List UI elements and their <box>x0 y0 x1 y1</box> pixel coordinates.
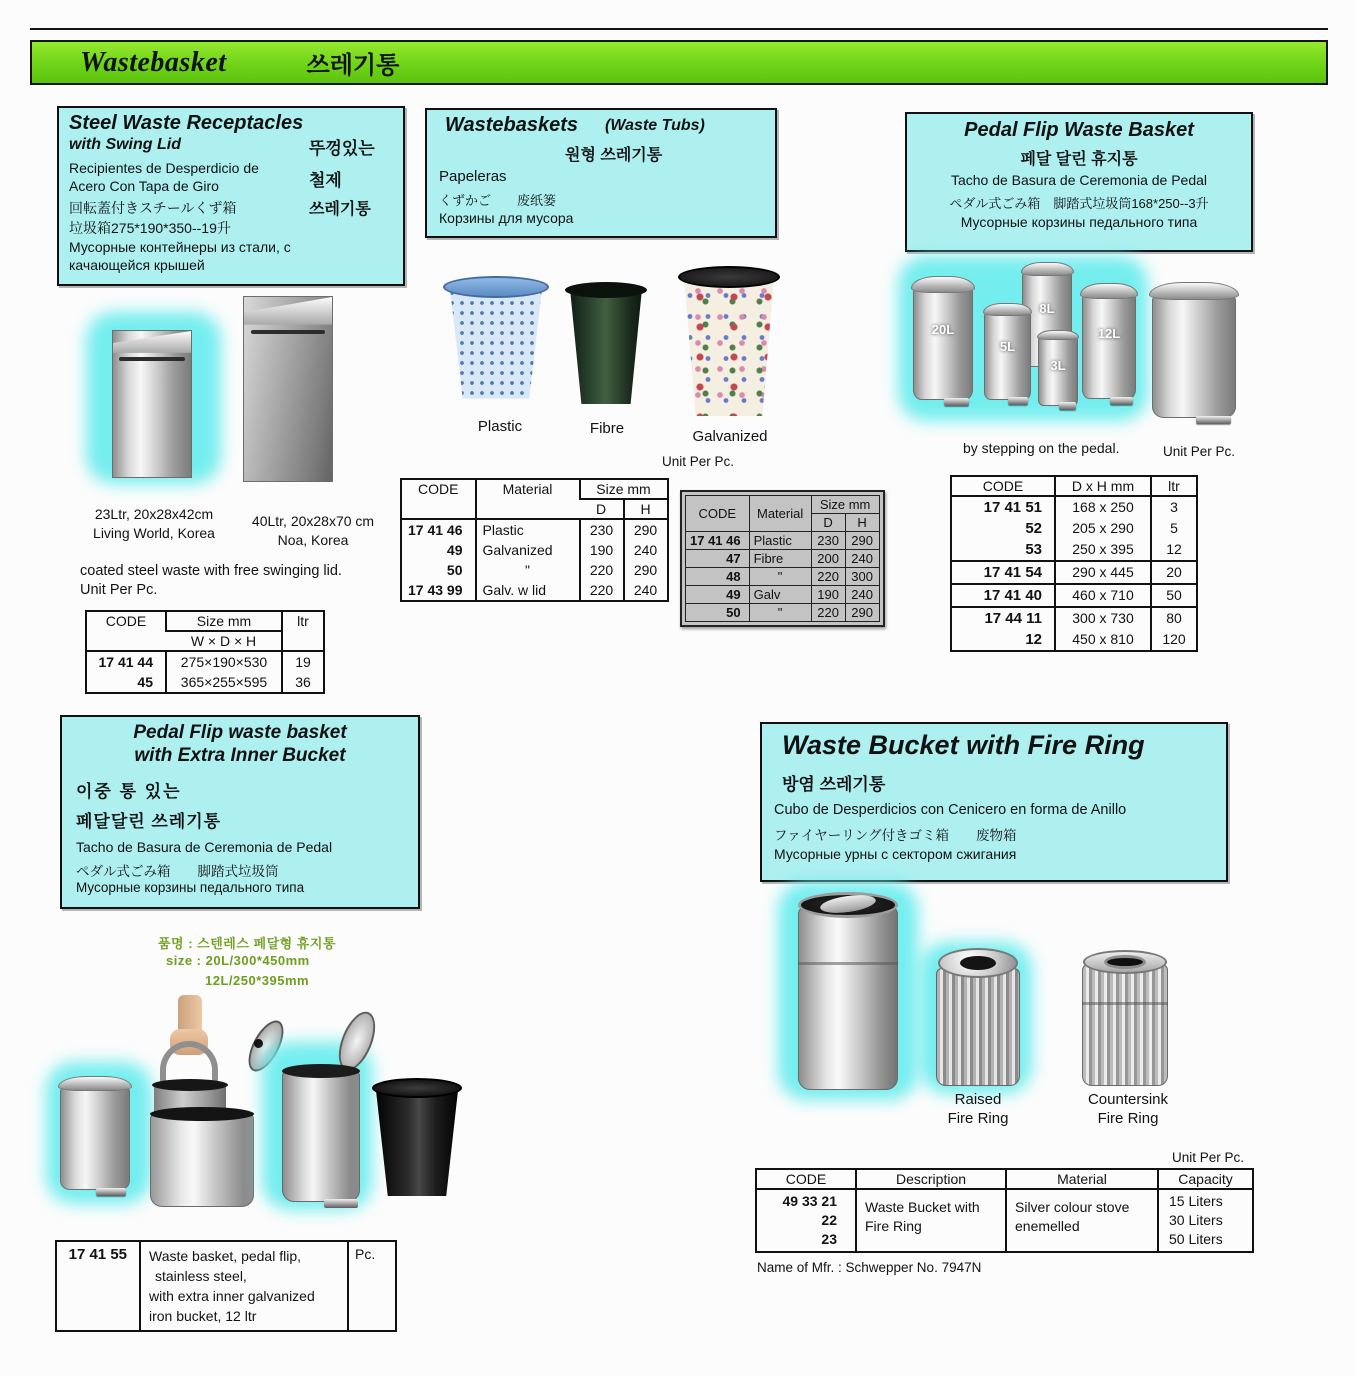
table-cell: 168 x 250 <box>1055 496 1151 518</box>
desc-line: stainless steel, <box>155 1268 247 1284</box>
label-line: Countersink <box>1087 1091 1169 1108</box>
steel-es-2: Acero Con Tapa de Giro <box>69 178 219 194</box>
table-header: D <box>811 514 845 532</box>
unit-per-pc: Unit Per Pc. <box>80 582 158 598</box>
table-cell <box>856 1189 1006 1252</box>
code-line: 23 <box>821 1231 837 1247</box>
label-fibre: Fibre <box>589 420 625 437</box>
table-cell: 220 <box>811 568 845 586</box>
steel-title: Steel Waste Receptacles <box>69 112 304 134</box>
table-cell: 50 <box>446 562 463 578</box>
note-line: coated steel waste with free swinging lid. <box>80 563 342 579</box>
table-cell: Plastic <box>476 519 580 540</box>
table-cell: 220 <box>580 560 624 580</box>
pedal-inner-title-1: Pedal Flip waste basket <box>133 722 347 743</box>
bin-pedal <box>324 1199 358 1208</box>
table-cell: 230 <box>811 532 845 550</box>
table-header: ltr <box>1151 476 1197 496</box>
pedal-table <box>950 475 1198 652</box>
swing-lid <box>244 297 332 325</box>
steel-korean-2: 철제 <box>309 171 342 190</box>
fire-ring-title: Waste Bucket with Fire Ring <box>782 730 1145 760</box>
pedal-russian: Мусорные корзины педального типа <box>960 214 1198 230</box>
table-header: D x H mm <box>1055 476 1151 496</box>
table-header: CODE <box>686 496 750 532</box>
table-header: Material <box>476 479 580 519</box>
table-cell: " <box>476 560 580 580</box>
fire-ring-russian: Мусорные урны с сектором сжигания <box>774 846 1017 862</box>
bin-lid <box>911 276 975 293</box>
table-cell: 275×190×530 <box>166 651 282 672</box>
product-image-pedal-bin-12l <box>1082 283 1136 403</box>
bin-pedal <box>1059 402 1076 410</box>
product-image-black-bucket <box>372 1078 462 1198</box>
pedal-japanese-chinese: ペダル式ごみ箱 脚踏式垃圾筒168*250--3升 <box>949 196 1209 211</box>
product-image-pedal-bin-5l <box>984 303 1031 403</box>
steel-russian-2: качающейся крышей <box>69 257 205 273</box>
pedal-inner-title-2: with Extra Inner Bucket <box>134 745 346 766</box>
desc-line: Fire Ring <box>865 1218 922 1234</box>
pedal-inner-korean-2: 페달달린 쓰레기통 <box>76 812 222 831</box>
table-header: H <box>845 514 879 532</box>
product-image-plastic-basket <box>443 276 549 406</box>
table-cell: 50 <box>1151 584 1197 607</box>
pedal-inner-japanese-chinese: ペダル式ごみ箱 脚踏式垃圾筒 <box>76 864 279 879</box>
product-image-fire-bucket-large <box>798 892 898 1092</box>
table-header: Capacity <box>1158 1169 1253 1189</box>
table-header: CODE <box>756 1169 856 1189</box>
table-cell: 120 <box>1151 629 1197 651</box>
bin-lid <box>58 1076 132 1091</box>
table-cell: 17 41 54 <box>951 561 1055 584</box>
tubs-table <box>400 478 669 602</box>
steel-korean-1: 뚜껑있는 <box>309 139 375 158</box>
basket-body <box>447 288 545 402</box>
tubs-title: Wastebaskets <box>445 114 579 136</box>
pedal-korean: 페달 달린 휴지통 <box>1020 151 1138 168</box>
table-cell: 190 <box>811 586 845 604</box>
table-cell: 49 <box>446 542 463 558</box>
code-line: 49 33 21 <box>782 1193 837 1209</box>
table-cell: 240 <box>624 580 668 601</box>
bin-body <box>282 1070 360 1202</box>
table-header: Size mm <box>580 479 668 499</box>
table-header: H <box>624 499 668 519</box>
desc-line: Waste basket, pedal flip, <box>149 1248 302 1264</box>
bin-pedal <box>96 1188 125 1196</box>
table-cell: " <box>749 568 811 586</box>
fire-ring-japanese-chinese: ファイヤーリング付きゴミ箱 废物箱 <box>774 828 1017 843</box>
ring-opening <box>1104 955 1146 969</box>
steel-caption-2 <box>238 512 388 550</box>
pedal-inner-spanish: Tacho de Basura de Ceremonia de Pedal <box>76 839 333 855</box>
steel-note <box>80 563 342 598</box>
tubs-russian: Корзины для мусора <box>439 210 574 226</box>
steel-japanese: 回転蓋付きスチールくず箱 <box>69 200 237 216</box>
bin-opening <box>282 1064 360 1078</box>
desc-line: with extra inner galvanized <box>149 1288 315 1304</box>
steel-subtitle: with Swing Lid <box>69 136 181 153</box>
pedal-inner-korean-1: 이중 통 있는 <box>76 782 182 801</box>
caption-line: 40Ltr, 20x28x70 cm <box>251 513 375 529</box>
bin-pedal <box>1110 397 1133 405</box>
tubs-subtitle: (Waste Tubs) <box>605 117 705 134</box>
page-title-korean: 쓰레기통 <box>306 52 400 79</box>
table-cell: 240 <box>845 550 879 568</box>
pedal-section-header-box <box>905 112 1253 252</box>
product-image-steel-receptacle-large <box>243 296 333 482</box>
basket-rim <box>443 276 549 298</box>
table-cell: 290 <box>845 532 879 550</box>
bucket-body <box>798 906 898 1090</box>
bin-body <box>913 288 973 401</box>
page-header <box>30 40 1328 85</box>
table-header: ltr <box>282 611 324 651</box>
table-cell: 48 <box>686 568 750 586</box>
body-seam <box>1082 1002 1168 1005</box>
pedal-inner-table <box>55 1240 397 1332</box>
tubs-japanese-chinese: くずかご 废纸篓 <box>439 193 557 208</box>
table-cell: 190 <box>580 540 624 560</box>
tub-body <box>565 288 647 404</box>
pedal-unit-per-pc: Unit Per Pc. <box>1163 444 1236 459</box>
table-cell: 290 x 445 <box>1055 561 1151 584</box>
caption-line: Living World, Korea <box>93 525 215 541</box>
body-seam <box>798 962 898 965</box>
table-header: Description <box>856 1169 1006 1189</box>
table-cell: 250 x 395 <box>1055 539 1151 561</box>
bin-size-label: 8L <box>1039 300 1055 316</box>
code-line: 22 <box>821 1212 837 1228</box>
table-cell: 17 41 55 <box>68 1246 127 1263</box>
bin-body <box>984 312 1031 400</box>
caption-line: 23Ltr, 20x28x42cm <box>94 506 214 522</box>
outer-bin-rim <box>150 1107 254 1121</box>
steel-section-header-box <box>57 106 405 286</box>
table-cell: 300 <box>845 568 879 586</box>
table-cell: 240 <box>624 540 668 560</box>
bin-lid <box>1149 282 1238 300</box>
table-cell: 450 x 810 <box>1055 629 1151 651</box>
table-cell: 200 <box>811 550 845 568</box>
table-cell <box>140 1241 348 1331</box>
inner-bucket-rim <box>152 1079 228 1091</box>
lid-slot <box>251 330 325 334</box>
table-cell: 460 x 710 <box>1055 584 1151 607</box>
capacity-line: 50 Liters <box>1169 1231 1223 1247</box>
table-header: Material <box>1006 1169 1158 1189</box>
desc-line: iron bucket, 12 ltr <box>149 1308 257 1324</box>
product-image-fibre-tub <box>565 282 647 404</box>
tub-rim <box>565 282 647 298</box>
fire-ring-section-header-box <box>760 722 1228 882</box>
caption-line: Noa, Korea <box>277 532 349 548</box>
table-cell: 230 <box>580 519 624 540</box>
table-header: Material <box>749 496 811 532</box>
table-cell: 12 <box>1151 539 1197 561</box>
steel-russian-1: Мусорные контейнеры из стали, с <box>69 239 291 255</box>
table-cell: " <box>749 604 811 622</box>
table-cell <box>756 1189 856 1252</box>
desc-line: Waste Bucket with <box>865 1199 980 1215</box>
table-header: CODE <box>951 476 1055 496</box>
table-cell: 45 <box>137 674 153 690</box>
label-countersink-fire-ring <box>1068 1090 1188 1128</box>
table-cell: 5 <box>1151 518 1197 539</box>
table-cell: 49 <box>686 586 750 604</box>
steel-es-1: Recipientes de Desperdicio de <box>69 160 259 176</box>
product-image-pedal-bin-3l <box>1038 330 1078 408</box>
label-plastic: Plastic <box>477 418 523 435</box>
table-header: Size mm <box>811 496 879 514</box>
table-cell: 3 <box>1151 496 1197 518</box>
bin-lid <box>1021 262 1074 276</box>
label-galvanized: Galvanized <box>692 428 768 445</box>
table-cell: 290 <box>624 560 668 580</box>
table-cell: Fibre <box>749 550 811 568</box>
product-image-small-pedal-bin <box>60 1076 130 1194</box>
pedal-title: Pedal Flip Waste Basket <box>964 119 1194 141</box>
tubs-gray-table <box>685 495 880 622</box>
bin-pedal <box>1196 416 1231 424</box>
ring-opening <box>960 956 996 970</box>
label-line: Fire Ring <box>947 1110 1009 1127</box>
bucket-body <box>1082 964 1168 1086</box>
table-header: CODE <box>401 479 476 519</box>
product-image-pedal-bin-20l <box>913 276 973 404</box>
pedal-inner-section-header-box <box>60 715 420 909</box>
table-cell: 290 <box>845 604 879 622</box>
swing-lid <box>113 331 191 353</box>
pedal-inner-green-note-3: 12L/250*395mm <box>205 973 310 988</box>
bin-body <box>60 1087 130 1191</box>
table-header: Size mm <box>166 611 282 631</box>
fire-ring-unit-per-pc: Unit Per Pc. <box>1172 1150 1245 1165</box>
bin-body <box>1152 295 1236 418</box>
label-line: Fire Ring <box>1097 1110 1159 1127</box>
product-image-pedal-bin-single <box>1152 282 1236 422</box>
product-image-countersink-fire-ring <box>1082 950 1168 1086</box>
table-cell: 80 <box>1151 607 1197 629</box>
product-image-steel-receptacle-small <box>112 330 192 478</box>
material-line: Silver colour stove <box>1015 1199 1130 1215</box>
table-cell: 300 x 730 <box>1055 607 1151 629</box>
label-line: Raised <box>954 1091 1002 1108</box>
fire-ring-korean: 방염 쓰레기통 <box>782 775 886 794</box>
tubs-section-header-box <box>425 108 777 238</box>
table-cell: 17 41 46 <box>686 532 750 550</box>
manufacturer-note: Name of Mfr. : Schwepper No. 7947N <box>757 1260 982 1275</box>
tub-rim <box>678 266 780 288</box>
bin-pedal <box>944 398 969 406</box>
outer-bin-body <box>150 1113 254 1207</box>
table-cell: 365×255×595 <box>166 672 282 693</box>
capacity-line: 15 Liters <box>1169 1193 1223 1209</box>
steel-table <box>85 610 325 694</box>
table-cell: 17 44 11 <box>984 610 1042 627</box>
tub-body <box>680 276 778 416</box>
table-cell: 17 41 51 <box>983 499 1042 516</box>
table-cell: Plastic <box>749 532 811 550</box>
table-cell: 17 41 44 <box>98 654 153 670</box>
capacity-line: 30 Liters <box>1169 1212 1223 1228</box>
product-image-galvanized-tub <box>678 266 780 418</box>
bin-size-label: 3L <box>1050 358 1066 374</box>
tubs-gray-table-wrap <box>680 490 885 627</box>
table-header: W × D × H <box>166 631 282 651</box>
page-title: Wastebasket <box>80 46 227 78</box>
bucket-body <box>936 968 1020 1086</box>
table-cell: 36 <box>282 672 324 693</box>
fire-ring-table <box>755 1168 1254 1253</box>
bin-size-label: 5L <box>999 339 1016 354</box>
pedal-inner-green-note-1: 품명 : 스텐레스 페달형 휴지통 <box>158 936 336 951</box>
table-cell: Galvanized <box>476 540 580 560</box>
bin-pedal <box>1008 397 1028 405</box>
bin-body <box>1082 294 1136 400</box>
pedal-spanish: Tacho de Basura de Ceremonia de Pedal <box>950 172 1208 188</box>
steel-chinese: 垃圾箱275*190*350--19升 <box>69 220 231 236</box>
table-cell: 19 <box>282 651 324 672</box>
bin-size-label: 12L <box>1097 326 1121 342</box>
label-raised-fire-ring <box>928 1090 1028 1128</box>
table-cell: 50 <box>686 604 750 622</box>
table-cell: 53 <box>951 539 1055 561</box>
steel-caption-1 <box>66 505 242 543</box>
table-header: D <box>580 499 624 519</box>
table-cell: 220 <box>580 580 624 601</box>
table-cell: Galv <box>749 586 811 604</box>
table-cell: 20 <box>1151 561 1197 584</box>
table-cell: 220 <box>811 604 845 622</box>
bin-lid <box>1037 330 1079 340</box>
table-cell: 17 41 40 <box>951 584 1055 607</box>
table-cell: Galv. w lid <box>476 580 580 601</box>
tubs-korean: 원형 쓰레기통 <box>565 147 663 164</box>
table-cell <box>1006 1189 1158 1252</box>
table-cell: 290 <box>624 519 668 540</box>
table-cell: 17 43 99 <box>408 582 463 598</box>
table-header: CODE <box>86 611 166 651</box>
bin-size-label: 20L <box>931 322 955 338</box>
table-cell: 47 <box>686 550 750 568</box>
table-cell: 17 41 46 <box>408 522 463 538</box>
table-cell <box>1158 1189 1253 1252</box>
bucket-rim <box>372 1078 462 1098</box>
pedal-caption: by stepping on the pedal. <box>963 440 1120 456</box>
material-line: enemelled <box>1015 1218 1080 1234</box>
bin-lid <box>1080 283 1137 299</box>
table-cell: Pc. <box>348 1241 396 1331</box>
product-image-bin-with-inner-bucket <box>150 995 280 1210</box>
bin-lid <box>983 303 1033 316</box>
lid-slot <box>119 357 185 361</box>
fire-ring-spanish: Cubo de Desperdicios con Cenicero en forma de Anillo <box>774 802 1127 818</box>
bucket-body <box>374 1088 460 1196</box>
table-cell: 205 x 290 <box>1055 518 1151 539</box>
steel-korean-3: 쓰레기통 <box>309 201 371 218</box>
table-cell: 240 <box>845 586 879 604</box>
tubs-unit-per-pc: Unit Per Pc. <box>662 454 735 469</box>
table-cell: 12 <box>1025 631 1042 648</box>
top-divider <box>30 28 1328 30</box>
tubs-spanish: Papeleras <box>439 168 507 185</box>
pedal-inner-green-note-2: size : 20L/300*450mm <box>166 953 310 968</box>
product-image-raised-fire-ring <box>936 948 1020 1088</box>
pedal-inner-russian: Мусорные корзины педального типа <box>76 880 305 895</box>
table-cell: 52 <box>1025 520 1042 537</box>
